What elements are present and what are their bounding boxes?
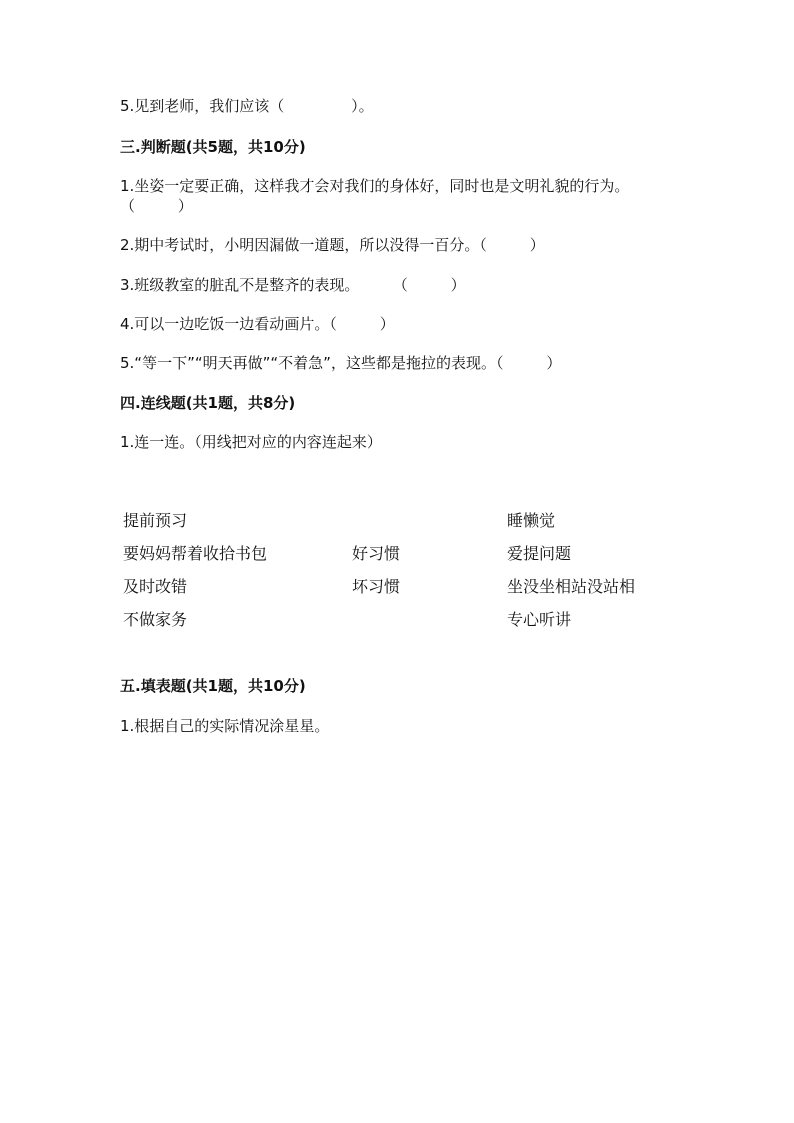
question-3-4: 4.可以一边吃饭一边看动画片。（ ） bbox=[120, 315, 395, 333]
section-4-heading: 四.连线题(共1题，共8分) bbox=[120, 394, 296, 412]
question-3-3: 3.班级教室的脏乱不是整齐的表现。 （ ） bbox=[120, 276, 466, 294]
left-item-3: 及时改错 bbox=[123, 577, 188, 596]
question-3-1-line2: （ ） bbox=[120, 197, 193, 215]
question-5-1: 1.根据自己的实际情况涂星星。 bbox=[120, 717, 330, 735]
question-2-5: 5.见到老师，我们应该（ ）。 bbox=[120, 97, 374, 115]
right-item-1: 睡懒觉 bbox=[507, 511, 556, 530]
left-item-4: 不做家务 bbox=[123, 610, 188, 629]
section-5-heading: 五.填表题(共1题，共10分) bbox=[120, 677, 306, 695]
question-3-1-line1: 1.坐姿一定要正确，这样我才会对我们的身体好，同时也是文明礼貌的行为。 bbox=[120, 177, 630, 195]
question-4-1: 1.连一连。（用线把对应的内容连起来） bbox=[120, 433, 382, 451]
middle-item-1: 好习惯 bbox=[352, 544, 401, 563]
right-item-4: 专心听讲 bbox=[507, 610, 572, 629]
middle-item-2: 坏习惯 bbox=[352, 577, 401, 596]
section-3-heading: 三.判断题(共5题，共10分) bbox=[120, 138, 306, 156]
left-item-1: 提前预习 bbox=[123, 511, 188, 530]
question-3-5: 5.“等一下”“明天再做”“不着急”，这些都是拖拉的表现。（ ） bbox=[120, 354, 562, 372]
left-item-2: 要妈妈帮着收拾书包 bbox=[123, 544, 268, 563]
right-item-3: 坐没坐相站没站相 bbox=[507, 577, 636, 596]
right-item-2: 爱提问题 bbox=[507, 544, 572, 563]
question-3-2: 2.期中考试时，小明因漏做一道题，所以没得一百分。（ ） bbox=[120, 236, 545, 254]
